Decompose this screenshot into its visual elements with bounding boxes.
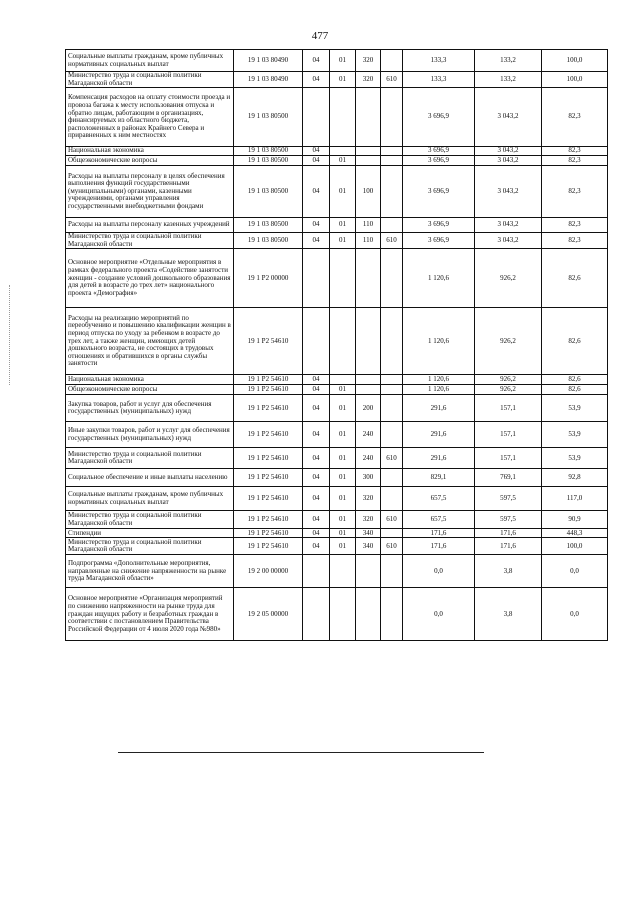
cell-pr: 01	[330, 233, 356, 249]
table-row	[66, 487, 608, 511]
cell-v2: 3 043,2	[475, 156, 542, 166]
cell-rz: 04	[303, 166, 330, 218]
cell-name: Министерство труда и социальной политики Магаданской области	[66, 538, 234, 555]
cell-pr: 01	[330, 511, 356, 529]
cell-vr: 320	[356, 511, 381, 529]
cell-grbs	[381, 308, 403, 375]
cell-vr	[356, 555, 381, 588]
cell-rz: 04	[303, 156, 330, 166]
cell-pct: 0,0	[542, 555, 608, 588]
cell-v1: 3 696,9	[403, 166, 475, 218]
table-row	[66, 72, 608, 88]
page-number: 477	[311, 30, 329, 42]
cell-name: Национальная экономика	[66, 375, 234, 385]
cell-name: Общеэкономические вопросы	[66, 385, 234, 395]
cell-rz	[303, 308, 330, 375]
cell-pct: 82,6	[542, 385, 608, 395]
cell-vr	[356, 249, 381, 308]
table-row	[66, 469, 608, 487]
cell-pr	[330, 249, 356, 308]
table-row	[66, 147, 608, 156]
cell-name: Министерство труда и социальной политики Магаданской области	[66, 72, 234, 88]
cell-csr: 19 1 03 80500	[234, 156, 303, 166]
cell-grbs	[381, 422, 403, 448]
cell-name: Закупка товаров, работ и услуг для обеспечения государственных (муниципальных) нужд	[66, 395, 234, 422]
cell-vr	[356, 385, 381, 395]
cell-grbs: 610	[381, 448, 403, 469]
cell-pct: 0,0	[542, 588, 608, 641]
cell-v1: 133,3	[403, 50, 475, 72]
cell-pct: 82,6	[542, 308, 608, 375]
cell-pct: 100,0	[542, 72, 608, 88]
cell-vr: 340	[356, 538, 381, 555]
cell-csr: 19 1 P2 54610	[234, 529, 303, 538]
cell-pct: 53,9	[542, 395, 608, 422]
scan-artifact	[9, 285, 12, 385]
cell-pct: 82,3	[542, 233, 608, 249]
cell-pr: 01	[330, 72, 356, 88]
cell-csr: 19 1 03 80500	[234, 218, 303, 233]
cell-vr: 300	[356, 469, 381, 487]
cell-pct: 82,6	[542, 249, 608, 308]
cell-pr: 01	[330, 395, 356, 422]
cell-vr: 100	[356, 166, 381, 218]
cell-v2: 3 043,2	[475, 218, 542, 233]
cell-csr: 19 1 03 80490	[234, 72, 303, 88]
cell-grbs	[381, 395, 403, 422]
table-row	[66, 249, 608, 308]
cell-csr: 19 1 03 80500	[234, 88, 303, 147]
table-row	[66, 166, 608, 218]
cell-v1: 171,6	[403, 529, 475, 538]
cell-grbs: 610	[381, 511, 403, 529]
cell-name: Расходы на реализацию мероприятий по переобучению и повышению квалификации женщин в период отпуска по уходу за ребенком в возрасте до трех лет, а также женщин, имеющих детей дошкольного возраста, не состоящих в трудовых отношениях и обратившихся в органы службы занятости	[66, 308, 234, 375]
table-row	[66, 448, 608, 469]
cell-grbs	[381, 249, 403, 308]
cell-name: Министерство труда и социальной политики Магаданской области	[66, 511, 234, 529]
cell-pct: 82,3	[542, 218, 608, 233]
cell-csr: 19 2 05 00000	[234, 588, 303, 641]
cell-pct: 82,3	[542, 147, 608, 156]
cell-csr: 19 1 03 80500	[234, 147, 303, 156]
cell-v2: 926,2	[475, 308, 542, 375]
cell-pr	[330, 88, 356, 147]
cell-v1: 0,0	[403, 555, 475, 588]
table-row	[66, 555, 608, 588]
footer-divider	[118, 752, 484, 753]
cell-pr: 01	[330, 50, 356, 72]
cell-name: Министерство труда и социальной политики Магаданской области	[66, 448, 234, 469]
cell-pr	[330, 308, 356, 375]
cell-v1: 1 120,6	[403, 385, 475, 395]
cell-rz: 04	[303, 375, 330, 385]
cell-grbs	[381, 588, 403, 641]
cell-v1: 1 120,6	[403, 308, 475, 375]
table-row	[66, 422, 608, 448]
cell-grbs	[381, 166, 403, 218]
cell-v1: 3 696,9	[403, 233, 475, 249]
cell-pct: 82,3	[542, 166, 608, 218]
cell-grbs	[381, 218, 403, 233]
budget-table	[65, 49, 608, 641]
cell-vr	[356, 156, 381, 166]
cell-csr: 19 1 P2 54610	[234, 448, 303, 469]
cell-v1: 171,6	[403, 538, 475, 555]
table-row	[66, 375, 608, 385]
cell-csr: 19 1 P2 54610	[234, 487, 303, 511]
cell-rz: 04	[303, 147, 330, 156]
cell-v2: 157,1	[475, 448, 542, 469]
table-row	[66, 156, 608, 166]
cell-pct: 53,9	[542, 422, 608, 448]
cell-v2: 133,2	[475, 50, 542, 72]
table-row	[66, 88, 608, 147]
cell-grbs	[381, 88, 403, 147]
cell-grbs	[381, 156, 403, 166]
cell-name: Иные закупки товаров, работ и услуг для обеспечения государственных (муниципальных) нужд	[66, 422, 234, 448]
cell-csr: 19 2 00 00000	[234, 555, 303, 588]
cell-v2: 597,5	[475, 487, 542, 511]
cell-v2: 926,2	[475, 249, 542, 308]
table-row	[66, 308, 608, 375]
cell-pr: 01	[330, 448, 356, 469]
cell-v1: 291,6	[403, 395, 475, 422]
table-row	[66, 511, 608, 529]
cell-vr: 110	[356, 233, 381, 249]
cell-rz: 04	[303, 487, 330, 511]
cell-rz: 04	[303, 233, 330, 249]
cell-vr: 200	[356, 395, 381, 422]
cell-csr: 19 1 P2 54610	[234, 308, 303, 375]
cell-v1: 133,3	[403, 72, 475, 88]
cell-name: Стипендии	[66, 529, 234, 538]
cell-grbs	[381, 555, 403, 588]
cell-vr: 320	[356, 72, 381, 88]
cell-v1: 1 120,6	[403, 249, 475, 308]
cell-v1: 657,5	[403, 511, 475, 529]
cell-csr: 19 1 P2 54610	[234, 422, 303, 448]
cell-csr: 19 1 P2 00000	[234, 249, 303, 308]
cell-rz: 04	[303, 385, 330, 395]
cell-csr: 19 1 03 80500	[234, 233, 303, 249]
cell-vr	[356, 588, 381, 641]
cell-pr	[330, 147, 356, 156]
cell-v1: 1 120,6	[403, 375, 475, 385]
cell-vr: 320	[356, 487, 381, 511]
cell-rz	[303, 88, 330, 147]
cell-v2: 171,6	[475, 538, 542, 555]
cell-name: Расходы на выплаты персоналу в целях обеспечения выполнения функций государственными (муниципальными) органами, казенными учреждениями, органами управления государственными внебюджетными фондами	[66, 166, 234, 218]
cell-grbs	[381, 385, 403, 395]
cell-v1: 3 696,9	[403, 156, 475, 166]
table-row	[66, 529, 608, 538]
cell-grbs	[381, 375, 403, 385]
cell-v2: 3,8	[475, 555, 542, 588]
cell-csr: 19 1 P2 54610	[234, 385, 303, 395]
cell-pr: 01	[330, 422, 356, 448]
cell-csr: 19 1 P2 54610	[234, 375, 303, 385]
table-row	[66, 50, 608, 72]
cell-vr: 340	[356, 529, 381, 538]
cell-pct: 100,0	[542, 50, 608, 72]
cell-v2: 926,2	[475, 375, 542, 385]
cell-v2: 133,2	[475, 72, 542, 88]
cell-vr: 240	[356, 422, 381, 448]
cell-vr	[356, 88, 381, 147]
cell-name: Социальные выплаты гражданам, кроме публичных нормативных социальных выплат	[66, 487, 234, 511]
cell-pct: 448,3	[542, 529, 608, 538]
cell-pct: 53,9	[542, 448, 608, 469]
cell-csr: 19 1 P2 54610	[234, 395, 303, 422]
cell-v2: 157,1	[475, 422, 542, 448]
cell-grbs: 610	[381, 538, 403, 555]
cell-pr: 01	[330, 538, 356, 555]
table-row	[66, 218, 608, 233]
cell-csr: 19 1 P2 54610	[234, 511, 303, 529]
cell-rz	[303, 588, 330, 641]
cell-vr: 110	[356, 218, 381, 233]
cell-pr: 01	[330, 385, 356, 395]
table-row	[66, 588, 608, 641]
cell-csr: 19 1 03 80500	[234, 166, 303, 218]
table-body	[66, 50, 608, 641]
cell-name: Основное мероприятие «Отдельные мероприятия в рамках федерального проекта «Содействие занятости женщин - создание условий дошкольного образования для детей в возрасте до трех лет» национального проекта «Демография»	[66, 249, 234, 308]
cell-pct: 82,3	[542, 88, 608, 147]
cell-csr: 19 1 P2 54610	[234, 538, 303, 555]
table-row	[66, 385, 608, 395]
cell-pr: 01	[330, 156, 356, 166]
cell-rz: 04	[303, 469, 330, 487]
cell-csr: 19 1 03 80490	[234, 50, 303, 72]
cell-rz: 04	[303, 218, 330, 233]
cell-vr: 320	[356, 50, 381, 72]
cell-name: Общеэкономические вопросы	[66, 156, 234, 166]
cell-v1: 657,5	[403, 487, 475, 511]
cell-name: Основное мероприятие «Организация мероприятий по снижению напряженности на рынке труда для граждан ищущих работу и безработных граждан в соответствии с постановлением Правительства Российской Федерации от 4 июля 2020 года №980»	[66, 588, 234, 641]
cell-pr: 01	[330, 469, 356, 487]
cell-vr	[356, 375, 381, 385]
cell-rz	[303, 249, 330, 308]
cell-v2: 597,5	[475, 511, 542, 529]
cell-name: Национальная экономика	[66, 147, 234, 156]
cell-v1: 0,0	[403, 588, 475, 641]
cell-v1: 3 696,9	[403, 218, 475, 233]
cell-grbs	[381, 50, 403, 72]
cell-rz: 04	[303, 511, 330, 529]
table-row	[66, 395, 608, 422]
cell-rz: 04	[303, 422, 330, 448]
cell-v2: 3 043,2	[475, 233, 542, 249]
cell-grbs	[381, 469, 403, 487]
cell-name: Министерство труда и социальной политики Магаданской области	[66, 233, 234, 249]
table-row	[66, 233, 608, 249]
cell-v2: 157,1	[475, 395, 542, 422]
table-row	[66, 538, 608, 555]
cell-name: Расходы на выплаты персоналу казенных учреждений	[66, 218, 234, 233]
cell-v2: 3 043,2	[475, 147, 542, 156]
cell-pr: 01	[330, 487, 356, 511]
cell-name: Социальные выплаты гражданам, кроме публичных нормативных социальных выплат	[66, 50, 234, 72]
cell-pct: 117,0	[542, 487, 608, 511]
cell-v1: 3 696,9	[403, 88, 475, 147]
cell-vr	[356, 308, 381, 375]
cell-v1: 291,6	[403, 448, 475, 469]
cell-v2: 3 043,2	[475, 166, 542, 218]
cell-pr: 01	[330, 529, 356, 538]
cell-pr: 01	[330, 166, 356, 218]
cell-pr	[330, 375, 356, 385]
cell-v2: 171,6	[475, 529, 542, 538]
cell-rz: 04	[303, 529, 330, 538]
cell-rz: 04	[303, 448, 330, 469]
cell-pct: 100,0	[542, 538, 608, 555]
cell-v2: 3 043,2	[475, 88, 542, 147]
cell-rz	[303, 555, 330, 588]
cell-pct: 90,9	[542, 511, 608, 529]
cell-rz: 04	[303, 538, 330, 555]
cell-grbs	[381, 529, 403, 538]
cell-name: Компенсация расходов на оплату стоимости проезда и провоза багажа к месту использования отпуска и обратно лицам, работающим в организациях, финансируемых из областного бюджета, расположенных в районах Крайнего Севера и приравненных к ним местностях	[66, 88, 234, 147]
cell-vr	[356, 147, 381, 156]
cell-pr	[330, 555, 356, 588]
cell-v2: 3,8	[475, 588, 542, 641]
cell-v1: 291,6	[403, 422, 475, 448]
cell-grbs: 610	[381, 233, 403, 249]
cell-name: Подпрограмма «Дополнительные мероприятия, направленные на снижение напряженности на рынке труда Магаданской области»	[66, 555, 234, 588]
cell-pr	[330, 588, 356, 641]
cell-grbs	[381, 487, 403, 511]
cell-name: Социальное обеспечение и иные выплаты населению	[66, 469, 234, 487]
cell-rz: 04	[303, 395, 330, 422]
cell-vr: 240	[356, 448, 381, 469]
cell-pct: 82,6	[542, 375, 608, 385]
cell-v1: 829,1	[403, 469, 475, 487]
cell-v1: 3 696,9	[403, 147, 475, 156]
cell-pct: 92,8	[542, 469, 608, 487]
cell-v2: 769,1	[475, 469, 542, 487]
cell-grbs: 610	[381, 72, 403, 88]
cell-pct: 82,3	[542, 156, 608, 166]
cell-grbs	[381, 147, 403, 156]
cell-pr: 01	[330, 218, 356, 233]
cell-csr: 19 1 P2 54610	[234, 469, 303, 487]
cell-rz: 04	[303, 50, 330, 72]
cell-v2: 926,2	[475, 385, 542, 395]
cell-rz: 04	[303, 72, 330, 88]
